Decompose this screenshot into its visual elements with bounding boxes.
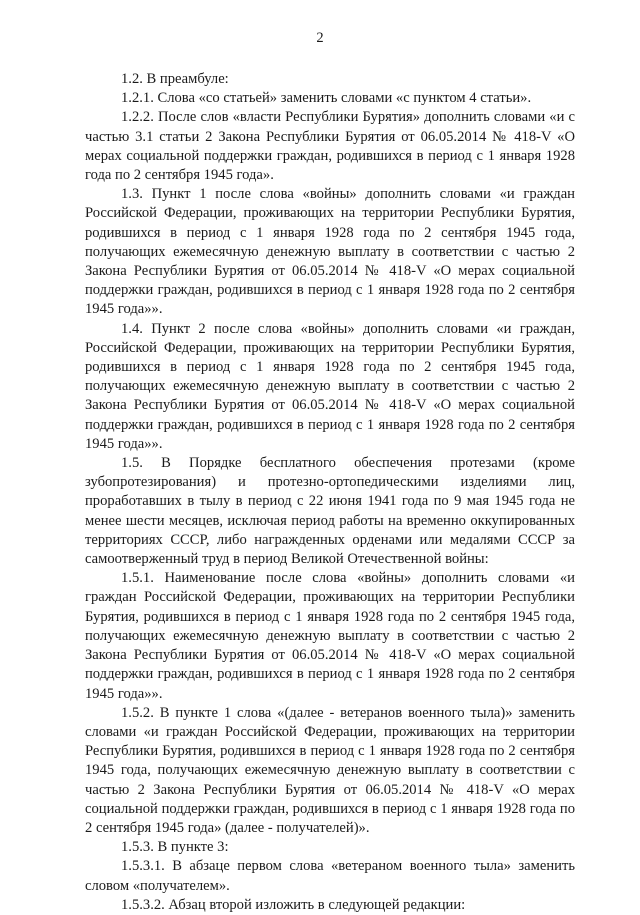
paragraph-1-5-3: 1.5.3. В пункте 3: xyxy=(121,839,229,856)
paragraph-1-5: 1.5. В Порядке бесплатного обеспечения протезами (кроме зубопротезирования) и протезно-ортопедическими изделиями лиц, проработавших в тылу в период с 22 июня 1941 года по 9 мая 1945 года не менее шести месяцев, исключая период работы на временно оккупированных территориях СССР, либо награжденных орденами или медалями СССР за самоотверженный труд в период Великой Отечественной войны: xyxy=(85,455,575,568)
paragraph-1-2-2: 1.2.2. После слов «власти Республики Бурятия» дополнить словами «и с частью 3.1 статьи 2 Закона Республики Бурятия от 06.05.2014 № 418-V «О мерах социальной поддержки граждан, родившихся в период с 1 января 1928 года по 2 сентября 1945 года». xyxy=(85,109,575,184)
paragraph-1-5-3-1: 1.5.3.1. В абзаце первом слова «ветераном военного тыла» заменить словом «получателем». xyxy=(85,858,575,894)
paragraph-1-2: 1.2. В преамбуле: xyxy=(121,71,229,87)
page-number: 2 xyxy=(316,30,324,46)
paragraph-1-4: 1.4. Пункт 2 после слова «войны» дополнить словами «и граждан, Российской Федерации, проживающих на территории Республики Бурятия, родившихся в период с 1 января 1928 года по 2 сентября 1945 года, получающих ежемесячную денежную выплату в соответствии с частью 2 Закона Республики Бурятия от 06.05.2014 № 418-V «О мерах социальной поддержки граждан, родившихся в период с 1 января 1928 года по 2 сентября 1945 года»». xyxy=(85,320,575,452)
paragraph-1-3: 1.3. Пункт 1 после слова «войны» дополнить словами «и граждан Российской Федерации, проживающих на территории Республики Бурятия, родившихся в период с 1 января 1928 года по 2 сентября 1945 года, получающих ежемесячную денежную выплату в соответствии с частью 2 Закона Республики Бурятия от 06.05.2014 № 418-V «О мерах социальной поддержки граждан, родившихся в период с 1 января 1928 года по 2 сентября 1945 года»». xyxy=(85,186,575,318)
paragraph-1-5-1: 1.5.1. Наименование после слова «войны» дополнить словами «и граждан Российской Федерации, проживающих на территории Республики Бурятия, родившихся в период с 1 января 1928 года по 2 сентября 1945 года, получающих ежемесячную денежную выплату в соответствии с частью 2 Закона Республики Бурятия от 06.05.2014 № 418-V «О мерах социальной поддержки граждан, родившихся в период с 1 января 1928 года по 2 сентября 1945 года»». xyxy=(85,570,575,702)
paragraph-1-2-1: 1.2.1. Слова «со статьей» заменить словами «с пунктом 4 статьи». xyxy=(121,90,532,107)
document-body xyxy=(85,70,575,915)
paragraph-1-5-2: 1.5.2. В пункте 1 слова «(далее - ветеранов военного тыла)» заменить словами «и граждан Российской Федерации, проживающих на территории Республики Бурятия, родившихся в период с 1 января 1928 года по 2 сентября 1945 года, получающих ежемесячную денежную выплату в соответствии с частью 2 Закона Республики Бурятия от 06.05.2014 № 418-V «О мерах социальной поддержки граждан, родившихся в период с 1 января 1928 года по 2 сентября 1945 года» (далее - получателей)». xyxy=(85,704,575,836)
paragraph-1-5-3-2: 1.5.3.2. Абзац второй изложить в следующей редакции: xyxy=(121,896,466,913)
